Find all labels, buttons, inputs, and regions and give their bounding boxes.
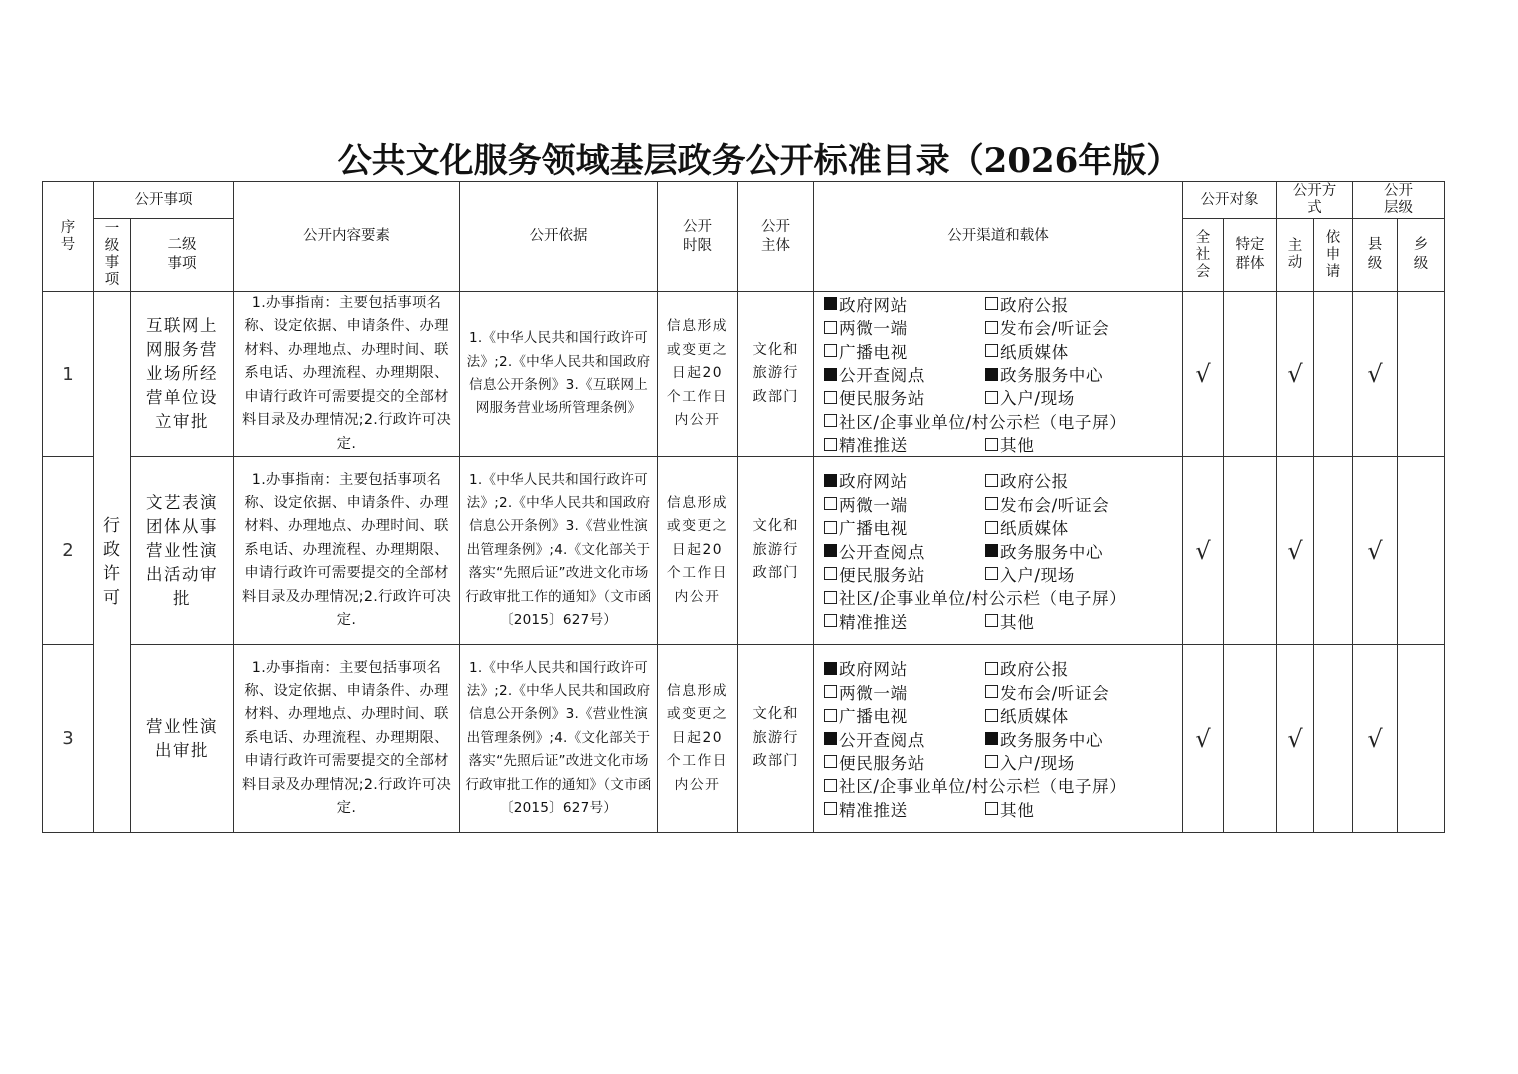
channel-weibo-wechat: 两微一端 [839,319,908,339]
content-elements: 1.办事指南：主要包括事项名称、设定依据、申请条件、办理材料、办理地点、办理时间、联系电话、办理流程、办理期限、申请行政许可需要提交的全部材料目录及办理情况;2.行政许可决定. [234,292,460,457]
check-mark-audience-all: √ [1183,645,1224,833]
header-audience-specific: 特定 群体 [1224,219,1277,292]
channels-cell [814,645,1183,833]
unchecked-box-icon [985,438,998,451]
unchecked-box-icon [985,614,998,627]
row-index: 2 [43,457,94,645]
header-level1: 一 级 事 项 [94,219,131,292]
unchecked-box-icon [824,614,837,627]
unchecked-box-icon [985,297,998,310]
header-items: 公开事项 [94,182,234,219]
channel-gov-website: 政府网站 [839,472,908,492]
audience-specific-cell [1224,645,1277,833]
unchecked-box-icon [985,521,998,534]
responsible-subject: 文化和旅游行政部门 [738,457,814,645]
unchecked-box-icon [985,685,998,698]
channels-cell [814,457,1183,645]
unchecked-box-icon [824,755,837,768]
header-level: 公开 层级 [1353,182,1445,219]
channel-gov-website: 政府网站 [839,660,908,680]
channel-other: 其他 [1000,436,1035,456]
table-row [43,645,1445,833]
channel-gov-gazette: 政府公报 [1000,472,1069,492]
channel-service-station: 便民服务站 [839,389,925,409]
page-title: 公共文化服务领域基层政务公开标准目录（2026年版） [337,141,1181,181]
audience-specific-cell [1224,457,1277,645]
unchecked-box-icon [824,709,837,722]
checked-box-icon [824,732,837,745]
unchecked-box-icon [985,755,998,768]
level1-item-text: 行 政 许 可 [103,516,121,608]
unchecked-box-icon [985,567,998,580]
header-content: 公开内容要素 [234,182,460,292]
unchecked-box-icon [824,521,837,534]
channel-gov-gazette: 政府公报 [1000,660,1069,680]
channel-public-reading: 公开查阅点 [839,542,925,562]
channel-service-station: 便民服务站 [839,565,925,585]
table-row [43,292,1445,457]
level-township-cell [1398,292,1445,457]
unchecked-box-icon [985,391,998,404]
unchecked-box-icon [985,497,998,510]
check-mark-audience-all: √ [1183,292,1224,457]
channel-service-center: 政务服务中心 [1000,730,1104,750]
time-limit: 信息形成或变更之日起20个工作日内公开 [658,645,738,833]
unchecked-box-icon [985,662,998,675]
checked-box-icon [985,368,998,381]
legal-basis: 1.《中华人民共和国行政许可法》;2.《中华人民共和国政府信息公开条例》3.《营业性演出管理条例》;4.《文化部关于落实“先照后证”改进文化市场行政审批工作的通知》（文市函〔2015〕627号） [460,645,658,833]
channel-gov-gazette: 政府公报 [1000,295,1069,315]
unchecked-box-icon [824,497,837,510]
channel-service-station: 便民服务站 [839,753,925,773]
channel-other: 其他 [1000,800,1035,820]
legal-basis: 1.《中华人民共和国行政许可法》;2.《中华人民共和国政府信息公开条例》3.《互联网上网服务营业场所管理条例》 [460,292,658,457]
header-method-active: 主 动 [1277,219,1314,292]
row-index: 1 [43,292,94,457]
channel-public-reading: 公开查阅点 [839,366,925,385]
checked-box-icon [824,474,837,487]
channel-weibo-wechat: 两微一端 [839,683,908,703]
checked-box-icon [985,544,998,557]
header-audience-all: 全 社 会 [1183,219,1224,292]
unchecked-box-icon [985,474,998,487]
catalog-table [42,181,1445,833]
table-row [43,457,1445,645]
unchecked-box-icon [985,344,998,357]
header-channels: 公开渠道和载体 [814,182,1183,292]
header-audience: 公开对象 [1183,182,1277,219]
method-apply-cell [1314,292,1353,457]
checked-box-icon [824,368,837,381]
unchecked-box-icon [824,321,837,334]
channel-bulletin: 社区/企事业单位/村公示栏（电子屏） [839,412,1127,432]
channel-print-media: 纸质媒体 [1000,342,1069,362]
level-township-cell [1398,645,1445,833]
header-time-limit: 公开 时限 [658,182,738,292]
checked-box-icon [985,732,998,745]
channel-door-to-door: 入户/现场 [1000,389,1075,409]
channel-bulletin: 社区/企事业单位/村公示栏（电子屏） [839,589,1127,609]
check-mark-level-county: √ [1353,457,1398,645]
checked-box-icon [824,544,837,557]
responsible-subject: 文化和旅游行政部门 [738,292,814,457]
time-limit: 信息形成或变更之日起20个工作日内公开 [658,292,738,457]
unchecked-box-icon [985,802,998,815]
unchecked-box-icon [824,685,837,698]
unchecked-box-icon [824,438,837,451]
unchecked-box-icon [985,709,998,722]
channel-press-hearing: 发布会/听证会 [1000,319,1110,339]
header-level-county: 县 级 [1353,219,1398,292]
check-mark-method-active: √ [1277,645,1314,833]
unchecked-box-icon [824,779,837,792]
channel-service-center: 政务服务中心 [1000,542,1104,562]
channel-weibo-wechat: 两微一端 [839,495,908,515]
audience-specific-cell [1224,292,1277,457]
time-limit: 信息形成或变更之日起20个工作日内公开 [658,457,738,645]
channel-service-center: 政务服务中心 [1000,366,1104,385]
channel-targeted-push: 精准推送 [839,612,908,632]
checked-box-icon [824,662,837,675]
channel-other: 其他 [1000,612,1035,632]
legal-basis: 1.《中华人民共和国行政许可法》;2.《中华人民共和国政府信息公开条例》3.《营业性演出管理条例》;4.《文化部关于落实“先照后证”改进文化市场行政审批工作的通知》（文市函〔2015〕627号） [460,457,658,645]
header-subject: 公开 主体 [738,182,814,292]
channel-targeted-push: 精准推送 [839,436,908,456]
channel-print-media: 纸质媒体 [1000,707,1069,727]
channel-bulletin: 社区/企事业单位/村公示栏（电子屏） [839,777,1127,797]
channel-broadcast-tv: 广播电视 [839,342,908,362]
channel-print-media: 纸质媒体 [1000,519,1069,539]
channels-cell [814,292,1183,457]
header-level2: 二级 事项 [131,219,234,292]
content-elements: 1.办事指南：主要包括事项名称、设定依据、申请条件、办理材料、办理地点、办理时间、联系电话、办理流程、办理期限、申请行政许可需要提交的全部材料目录及办理情况;2.行政许可决定. [234,645,460,833]
header-basis: 公开依据 [460,182,658,292]
unchecked-box-icon [824,802,837,815]
level2-item: 互联网上网服务营业场所经营单位设立审批 [131,292,234,457]
method-apply-cell [1314,457,1353,645]
level2-item: 文艺表演团体从事营业性演出活动审批 [131,457,234,645]
header-method-apply: 依 申 请 [1314,219,1353,292]
unchecked-box-icon [985,321,998,334]
channel-public-reading: 公开查阅点 [839,730,925,750]
check-mark-audience-all: √ [1183,457,1224,645]
header-level-township: 乡 级 [1398,219,1445,292]
method-apply-cell [1314,645,1353,833]
header-index: 序 号 [43,182,94,292]
channel-press-hearing: 发布会/听证会 [1000,495,1110,515]
level1-item [94,292,131,833]
channel-door-to-door: 入户/现场 [1000,753,1075,773]
level-township-cell [1398,457,1445,645]
channel-targeted-push: 精准推送 [839,800,908,820]
unchecked-box-icon [824,414,837,427]
unchecked-box-icon [824,591,837,604]
check-mark-level-county: √ [1353,645,1398,833]
header-method: 公开方 式 [1277,182,1353,219]
channel-door-to-door: 入户/现场 [1000,565,1075,585]
unchecked-box-icon [824,344,837,357]
check-mark-method-active: √ [1277,292,1314,457]
channel-broadcast-tv: 广播电视 [839,707,908,727]
channel-broadcast-tv: 广播电视 [839,519,908,539]
channel-gov-website: 政府网站 [839,295,908,315]
checked-box-icon [824,297,837,310]
level2-item: 营业性演出审批 [131,645,234,833]
check-mark-method-active: √ [1277,457,1314,645]
responsible-subject: 文化和旅游行政部门 [738,645,814,833]
unchecked-box-icon [824,567,837,580]
content-elements: 1.办事指南：主要包括事项名称、设定依据、申请条件、办理材料、办理地点、办理时间、联系电话、办理流程、办理期限、申请行政许可需要提交的全部材料目录及办理情况;2.行政许可决定. [234,457,460,645]
channel-press-hearing: 发布会/听证会 [1000,683,1110,703]
unchecked-box-icon [824,391,837,404]
row-index: 3 [43,645,94,833]
check-mark-level-county: √ [1353,292,1398,457]
